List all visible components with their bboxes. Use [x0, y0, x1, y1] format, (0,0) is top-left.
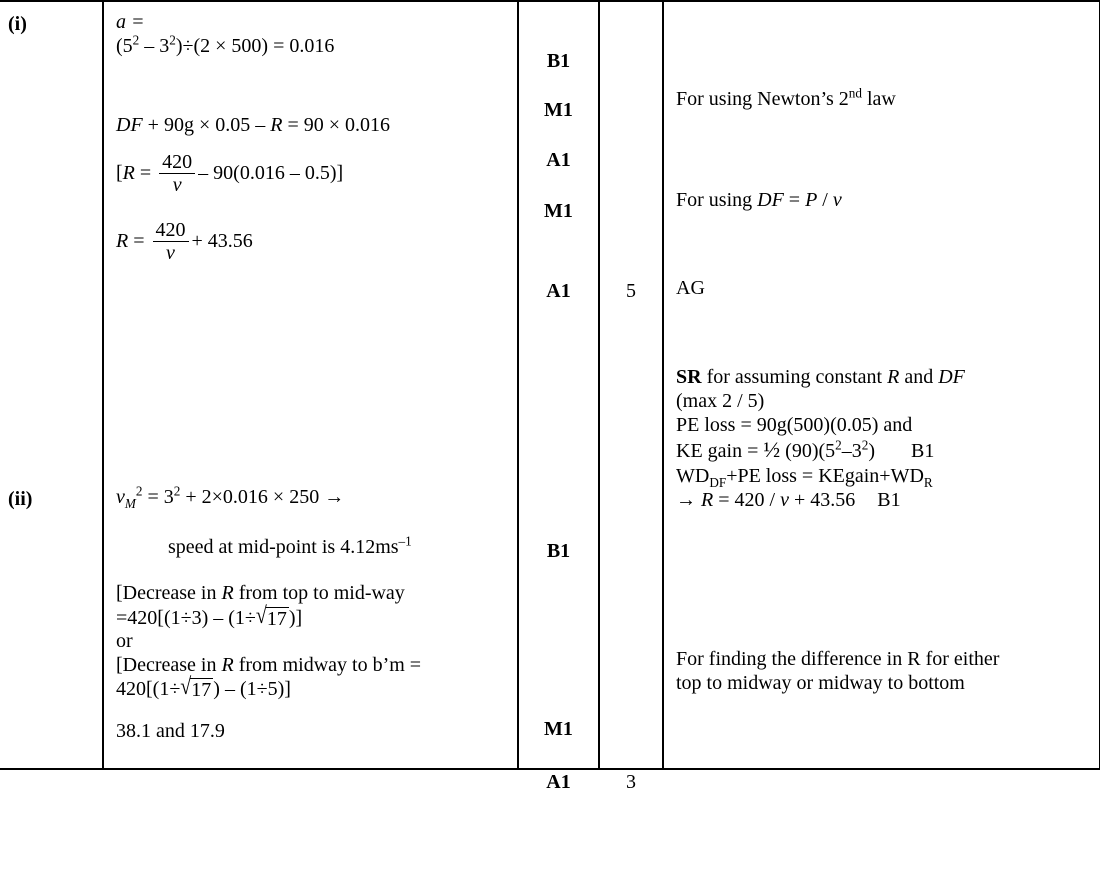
working-line-speed — [116, 533, 507, 560]
working-line-answer: 38.1 and 17.9 — [116, 719, 225, 742]
comment-newton-ordinal: nd — [848, 85, 862, 101]
working-line-dec1 — [116, 582, 507, 606]
table-row-part-ii — [0, 477, 1100, 769]
mark-ii-3: A1 — [546, 770, 571, 793]
vm-tail: + 2×0.016 × 250 → — [180, 485, 345, 508]
part-label-i: (i) — [8, 13, 27, 35]
comment-ag: AG — [676, 277, 705, 299]
sqrt-radicand-1: 17 — [266, 607, 287, 630]
newton-rest: + 90g × 0.05 – — [142, 114, 271, 137]
working-spacer-3 — [116, 196, 507, 221]
comment-special-ruling — [676, 365, 1091, 512]
radical-sign-1: √ — [255, 602, 267, 629]
comment-newton-text: For using Newton’s 2 — [676, 88, 849, 110]
total-cell-i — [599, 1, 663, 474]
working-line-bracket — [116, 150, 507, 196]
working-line-result — [116, 218, 507, 264]
a-value-pre: (5 — [116, 34, 133, 57]
comment-df-symbol: DF — [757, 189, 784, 211]
vm-equals: = 3 — [142, 485, 174, 508]
sr-ke-close: ) — [868, 440, 876, 462]
sr-rest: for assuming constant — [701, 366, 888, 388]
mark-i-1: B1 — [546, 50, 571, 72]
sr-ke-post: (90)(5 — [780, 440, 836, 462]
dec2-R-symbol: R — [221, 653, 234, 676]
working-content-i — [104, 2, 517, 474]
comment-df-equals: = — [783, 189, 806, 211]
working-line-vm — [116, 483, 507, 511]
mark-i-2: M1 — [544, 99, 573, 121]
table-row-part-i — [0, 1, 1100, 474]
comment-newton-tail: law — [861, 88, 896, 110]
working-spacer-1 — [116, 58, 507, 114]
vm-superscript-2: 2 — [135, 483, 143, 499]
sr-line-final — [676, 488, 1091, 512]
dec2-calc-prefix: 420[(1÷ — [116, 678, 181, 701]
sr-R-symbol: R — [887, 366, 900, 388]
vm-v-symbol: v — [116, 485, 125, 508]
sr-line-1 — [676, 365, 1091, 389]
sqrt-17-second — [180, 674, 213, 702]
comment-cell-i — [663, 1, 1100, 511]
sr-ke-sup-2: 2 — [861, 437, 869, 453]
working-cell-i — [103, 1, 518, 474]
working-line-dec2 — [116, 654, 507, 678]
working-spacer-4 — [116, 264, 507, 464]
comment-P-symbol: P — [805, 189, 818, 211]
vm-subscript-m: M — [124, 495, 136, 511]
result-equals: = — [128, 229, 150, 252]
sr-ke-mark: B1 — [911, 440, 935, 462]
bracket-tail: – 90(0.016 – 0.5)] — [198, 161, 344, 184]
sqrt-17-first — [255, 602, 289, 631]
mark-i-4: M1 — [544, 200, 573, 222]
fraction-denominator-2: v — [166, 241, 175, 264]
working-spacer-ii-3 — [116, 702, 507, 720]
sr-final-arrow: → — [676, 488, 701, 511]
a-equals-text: a = — [116, 11, 145, 33]
mark-cell-i — [518, 1, 599, 474]
newton-df-symbol: DF — [116, 114, 143, 137]
sr-ke-sup-1: 2 — [835, 437, 842, 453]
working-line-dec2-calc — [116, 674, 507, 702]
a-value-post: )÷(2 × 500) = 0.016 — [175, 34, 335, 57]
comment-ii-line-1: For finding the difference in R for either — [676, 647, 1000, 670]
part-label-ii: (ii) — [8, 487, 33, 510]
comment-newton-law — [676, 85, 1091, 112]
dec1-R-symbol: R — [221, 581, 234, 604]
dec1-calc-prefix: =420[(1÷3) – (1÷ — [116, 606, 256, 629]
bracket-open: [ — [116, 161, 123, 184]
comment-df-formula — [676, 189, 1091, 213]
mark-ii-2: M1 — [544, 717, 573, 740]
working-content-ii — [104, 477, 517, 768]
radical-sign-2: √ — [180, 674, 192, 701]
dec2-post: from midway to b’m = — [233, 653, 422, 676]
newton-tail: = 90 × 0.016 — [282, 114, 391, 137]
sr-ke-half-fraction: ½ — [763, 437, 781, 462]
mark-cell-ii — [518, 477, 599, 793]
speed-text: speed at mid-point is 4.12ms — [168, 536, 399, 559]
sr-final-v-symbol: v — [780, 488, 789, 511]
fraction-numerator-2: 420 — [153, 220, 189, 242]
sr-wd-mid: +PE loss = KEgain+WD — [726, 464, 924, 487]
total-ii: 3 — [626, 770, 636, 793]
working-line-newton — [116, 114, 507, 138]
dec2-calc-mid: ) – (1÷5)] — [213, 678, 291, 701]
sr-final-equals: = 420 / — [713, 488, 781, 511]
speed-unit-exponent: –1 — [398, 533, 412, 549]
sr-wd-prefix: WD — [676, 464, 710, 487]
part-label-cell-ii — [0, 477, 103, 769]
dec1-post: from top to mid-way — [233, 581, 405, 604]
fraction-numerator-1: 420 — [159, 152, 195, 174]
sr-wd-subscript-r: R — [923, 474, 933, 490]
sr-tag: SR — [676, 366, 702, 388]
sr-wd-subscript-df: DF — [709, 474, 727, 490]
comment-difference-in-r — [676, 647, 1091, 696]
sr-final-R-symbol: R — [701, 488, 714, 511]
dec1-calc-post: )] — [288, 606, 303, 629]
comment-df-slash: / — [817, 189, 833, 211]
total-i: 5 — [626, 280, 636, 302]
fraction-420-over-v-1 — [159, 152, 195, 195]
mark-ii-1: B1 — [546, 539, 571, 562]
mark-i-5: A1 — [546, 280, 571, 302]
fraction-denominator-1: v — [172, 173, 182, 196]
working-spacer-ii-4 — [116, 744, 507, 758]
working-spacer-ii-1 — [116, 509, 507, 536]
newton-R-symbol: R — [270, 114, 283, 137]
sr-final-mark: B1 — [877, 488, 901, 511]
bracket-equals: = — [134, 161, 157, 184]
sqrt-radicand-2: 17 — [191, 679, 212, 702]
sr-line-max: (max 2 / 5) — [676, 390, 765, 412]
bracket-R-symbol: R — [122, 161, 135, 184]
result-R-symbol: R — [116, 229, 129, 252]
sr-DF-symbol: DF — [938, 366, 965, 388]
dec2-prefix: [Decrease in — [116, 653, 222, 676]
result-tail: + 43.56 — [191, 229, 253, 252]
sr-line-pe: PE loss = 90g(500)(0.05) and — [676, 414, 913, 436]
sr-ke-mid: –3 — [841, 440, 862, 462]
sr-and: and — [899, 366, 939, 388]
working-cell-ii — [103, 477, 518, 769]
working-line-a-value — [116, 31, 507, 59]
mark-i-3: A1 — [546, 149, 571, 171]
working-spacer-ii-2 — [116, 560, 507, 582]
sr-ke-prefix: KE gain = — [676, 440, 764, 462]
dec1-prefix: [Decrease in — [116, 581, 222, 604]
a-sup-1: 2 — [132, 31, 140, 47]
part-label-cell-i — [0, 1, 103, 474]
comment-ii-line-2: top to midway or midway to bottom — [676, 672, 965, 695]
fraction-420-over-v-2 — [153, 220, 189, 263]
total-cell-ii — [599, 477, 663, 793]
comment-df-prefix: For using — [676, 189, 758, 211]
working-line-or: or — [116, 630, 133, 653]
vm-rhs-superscript: 2 — [173, 483, 181, 499]
sr-final-tail: + 43.56 — [788, 488, 856, 511]
working-line-dec1-calc — [116, 602, 507, 631]
a-value-mid: – 3 — [139, 34, 170, 57]
sr-line-ke — [676, 437, 1091, 464]
comment-v-symbol: v — [832, 189, 842, 211]
sr-line-wd — [676, 464, 1091, 488]
a-sup-2: 2 — [169, 31, 176, 47]
